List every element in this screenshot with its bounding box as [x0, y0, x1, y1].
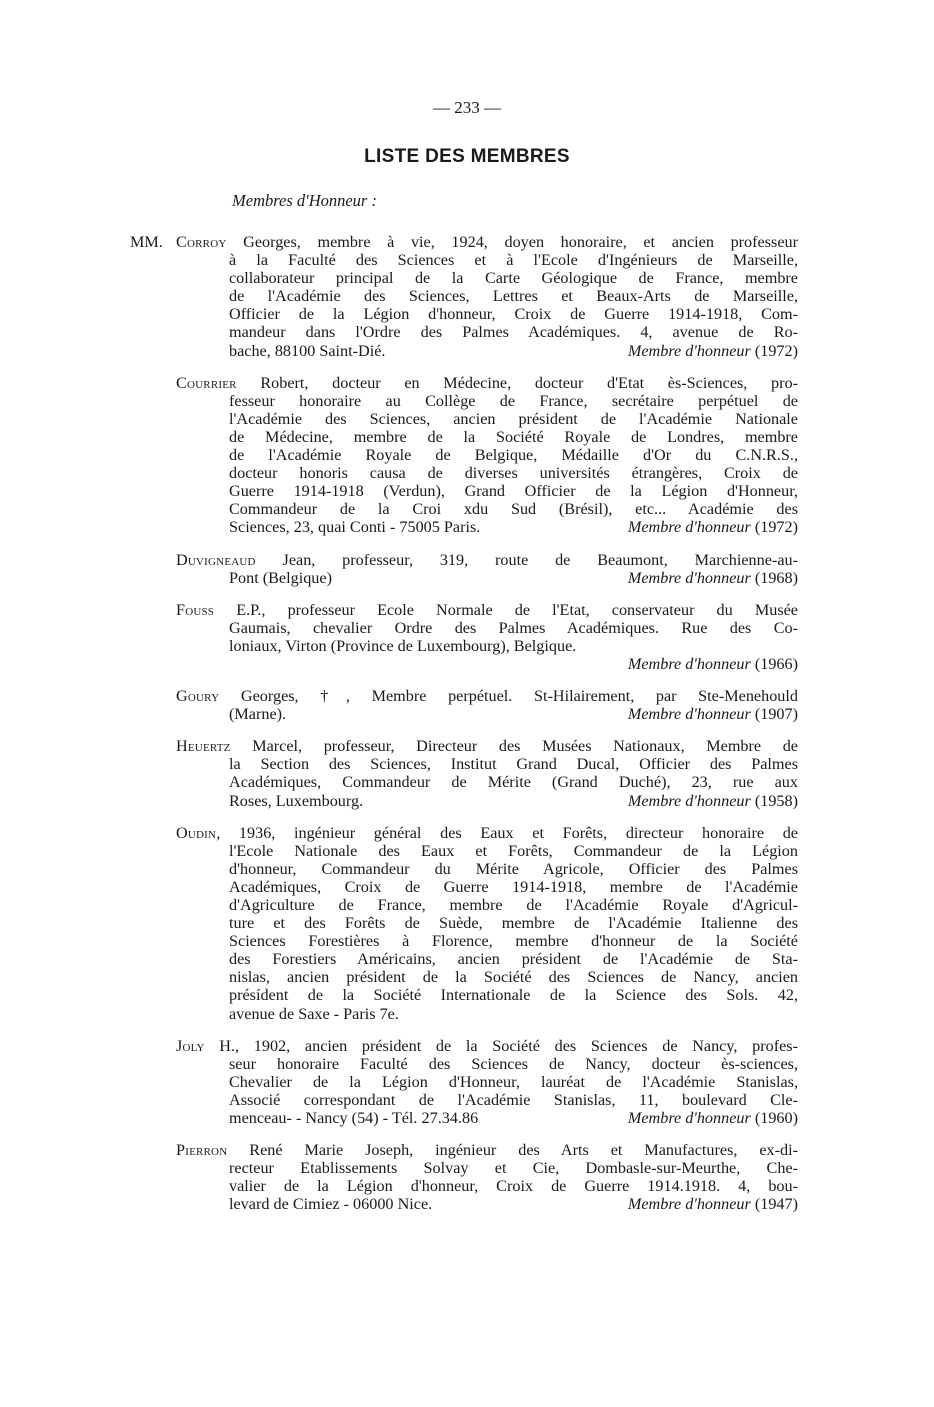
- honour-label: Membre d'honneur: [627, 705, 751, 724]
- entry-line: des Forestiers Américains, ancien président de l'Académie de Sta-: [229, 950, 798, 969]
- member-name: Corroy: [176, 233, 227, 251]
- honour-label: Membre d'honneur: [627, 568, 751, 587]
- mm-prefix: MM.: [130, 233, 163, 251]
- entry-line: de l'Académie Royale de Belgique, Médaille d'Or du C.N.R.S.,: [229, 446, 798, 465]
- honour-label: Membre d'honneur: [627, 654, 751, 673]
- member-name: Pierron: [176, 1141, 228, 1160]
- entry-line: Commandeur de la Croi xdu Sud (Brésil), etc... Académie des: [229, 500, 798, 519]
- entry-line: fesseur honoraire au Collège de France, secrétaire perpétuel de: [229, 391, 798, 410]
- honour-year: (1972): [754, 518, 798, 537]
- entry-line: Duvigneaud Jean, professeur, 319, route de Beaumont, Marchienne-au-: [176, 550, 798, 569]
- entry-line: collaborateur principal de la Carte Géologique de France, membre: [229, 269, 798, 288]
- entry-line: mandeur dans l'Ordre des Palmes Académiques. 4, avenue de Ro-: [229, 323, 798, 342]
- entry-line: seur honoraire Faculté des Sciences de Nancy, docteur ès-sciences,: [229, 1054, 798, 1073]
- entry-line: Guerre 1914-1918 (Verdun), Grand Officier de la Légion d'Honneur,: [229, 482, 798, 501]
- page-number: — 233 —: [433, 98, 501, 117]
- page-title: LISTE DES MEMBRES: [364, 146, 570, 167]
- honour-year: (1972): [754, 341, 798, 360]
- entry-line: de l'Académie des Sciences, Lettres et Beaux-Arts de Marseille,: [229, 287, 798, 306]
- entry-line: Associé correspondant de l'Académie Stanislas, 11, boulevard Cle-: [229, 1090, 798, 1109]
- member-name: Joly: [176, 1036, 205, 1055]
- entry-line: Sciences Forestières à Florence, membre d'honneur de la Société: [229, 932, 798, 951]
- member-name: Heuertz: [176, 737, 231, 756]
- entry-line: (Marne). Membre d'honneur (1907): [229, 705, 798, 724]
- honour-year: (1960): [754, 1109, 798, 1128]
- entry-line: Académiques, Commandeur de Mérite (Grand Duché), 23, rue aux: [229, 773, 798, 792]
- entry-line: Pierron René Marie Joseph, ingénieur des Arts et Manufactures, ex-di-: [176, 1141, 798, 1160]
- honour-year: (1947): [754, 1195, 798, 1214]
- member-name: Fouss: [176, 600, 215, 619]
- entry-line: la Section des Sciences, Institut Grand Ducal, Officier des Palmes: [229, 755, 798, 774]
- honour-year: (1958): [754, 791, 798, 810]
- entry-line: Gaumais, chevalier Ordre des Palmes Académiques. Rue des Co-: [229, 618, 798, 637]
- entry-line: bache, 88100 Saint-Dié. Membre d'honneur (1972): [229, 341, 798, 360]
- entry-line: valier de la Légion d'honneur, Croix de Guerre 1914.1918. 4, bou-: [229, 1177, 798, 1196]
- entry-line: [176, 655, 798, 673]
- honour-label: Membre d'honneur: [627, 341, 751, 360]
- member-entry: [176, 551, 798, 587]
- entry-line: d'Agriculture de France, membre de l'Académie Royale d'Agricul-: [229, 896, 798, 914]
- entry-line: à la Faculté des Sciences et à l'Ecole d'Ingénieurs de Marseille,: [229, 251, 798, 270]
- entry-line: Joly H., 1902, ancien président de la Société des Sciences de Nancy, profes-: [176, 1036, 798, 1055]
- member-entry: [176, 374, 798, 537]
- entry-line: d'honneur, Commandeur du Mérite Agricole, Officier des Palmes: [229, 859, 798, 878]
- member-entry: [176, 1037, 798, 1127]
- member-name: Duvigneaud: [176, 550, 256, 569]
- entry-line: Académiques, Croix de Guerre 1914-1918, membre de l'Académie: [229, 877, 798, 896]
- entry-line: présídent de la Société Internationale de la Science des Sols. 42,: [229, 986, 798, 1005]
- entry-line: loniaux, Virton (Province de Luxembourg), Belgique.: [229, 636, 577, 655]
- entry-line: de Médecine, membre de la Société Royale de Londres, membre: [229, 427, 798, 446]
- entry-line: l'Académie des Sciences, ancien président de l'Académie Nationale: [229, 409, 798, 428]
- entry-line: Pont (Belgique) Membre d'honneur (1968): [229, 568, 798, 587]
- entry-line: Corroy Georges, membre à vie, 1924, doyen honoraire, et ancien professeur: [176, 233, 798, 251]
- entry-line: Oudin, 1936, ingénieur général des Eaux et Forêts, directeur honoraire de: [176, 823, 798, 842]
- entry-line: Roses, Luxembourg. Membre d'honneur (1958): [229, 791, 798, 810]
- entry-line: Sciences, 23, quai Conti - 75005 Paris. Membre d'honneur (1972): [229, 518, 798, 537]
- honour-label: Membre d'honneur: [627, 1195, 751, 1214]
- entry-line: nislas, ancien président de la Société des Sciences de Nancy, ancien: [229, 968, 798, 987]
- member-name: Courrier: [176, 373, 237, 392]
- member-name: Oudin: [176, 823, 217, 842]
- entry-line: ture et des Forêts de Suède, membre de l'Académie Italienne des: [229, 914, 798, 933]
- member-name: Goury: [176, 687, 220, 706]
- member-entry: [176, 1141, 798, 1213]
- entry-line: l'Ecole Nationale des Eaux et Forêts, Commandeur de la Légion: [229, 841, 798, 860]
- honour-label: Membre d'honneur: [627, 1109, 751, 1128]
- member-entry: [176, 824, 798, 1023]
- member-entry: [176, 737, 798, 809]
- honour-year: (1968): [754, 568, 798, 587]
- entry-line: Officier de la Légion d'honneur, Croix de Guerre 1914-1918, Com-: [229, 305, 798, 324]
- section-heading: Membres d'Honneur :: [232, 191, 377, 210]
- honour-year: (1907): [754, 705, 798, 724]
- entry-line: Chevalier de la Légion d'Honneur, lauréat de l'Académie Stanislas,: [229, 1072, 798, 1091]
- honour-label: Membre d'honneur: [627, 518, 751, 537]
- member-entry: [176, 687, 798, 723]
- entry-line: docteur honoris causa de diverses universités étrangères, Croix de: [229, 464, 798, 483]
- entry-line: levard de Cimiez - 06000 Nice. Membre d'honneur (1947): [229, 1195, 798, 1214]
- entry-line: Courrier Robert, docteur en Médecine, docteur d'Etat ès-Sciences, pro-: [176, 373, 798, 392]
- entry-line: menceau- - Nancy (54) - Tél. 27.34.86 Membre d'honneur (1960): [229, 1109, 798, 1128]
- honour-label: Membre d'honneur: [627, 791, 751, 810]
- entry-line: recteur Etablissements Solvay et Cie, Dombasle-sur-Meurthe, Che-: [229, 1159, 798, 1178]
- entry-line: Fouss E.P., professeur Ecole Normale de l'Etat, conservateur du Musée: [176, 600, 798, 619]
- entry-line: Heuertz Marcel, professeur, Directeur des Musées Nationaux, Membre de: [176, 737, 798, 756]
- member-entry: [176, 601, 798, 673]
- member-list: [0, 233, 934, 1228]
- entry-line: avenue de Saxe - Paris 7e.: [229, 1004, 399, 1023]
- entry-line: Goury Georges, †, Membre perpétuel. St-Hilairement, par Ste-Menehould: [176, 687, 798, 706]
- member-entry: [130, 233, 798, 360]
- honour-year: (1966): [754, 654, 798, 673]
